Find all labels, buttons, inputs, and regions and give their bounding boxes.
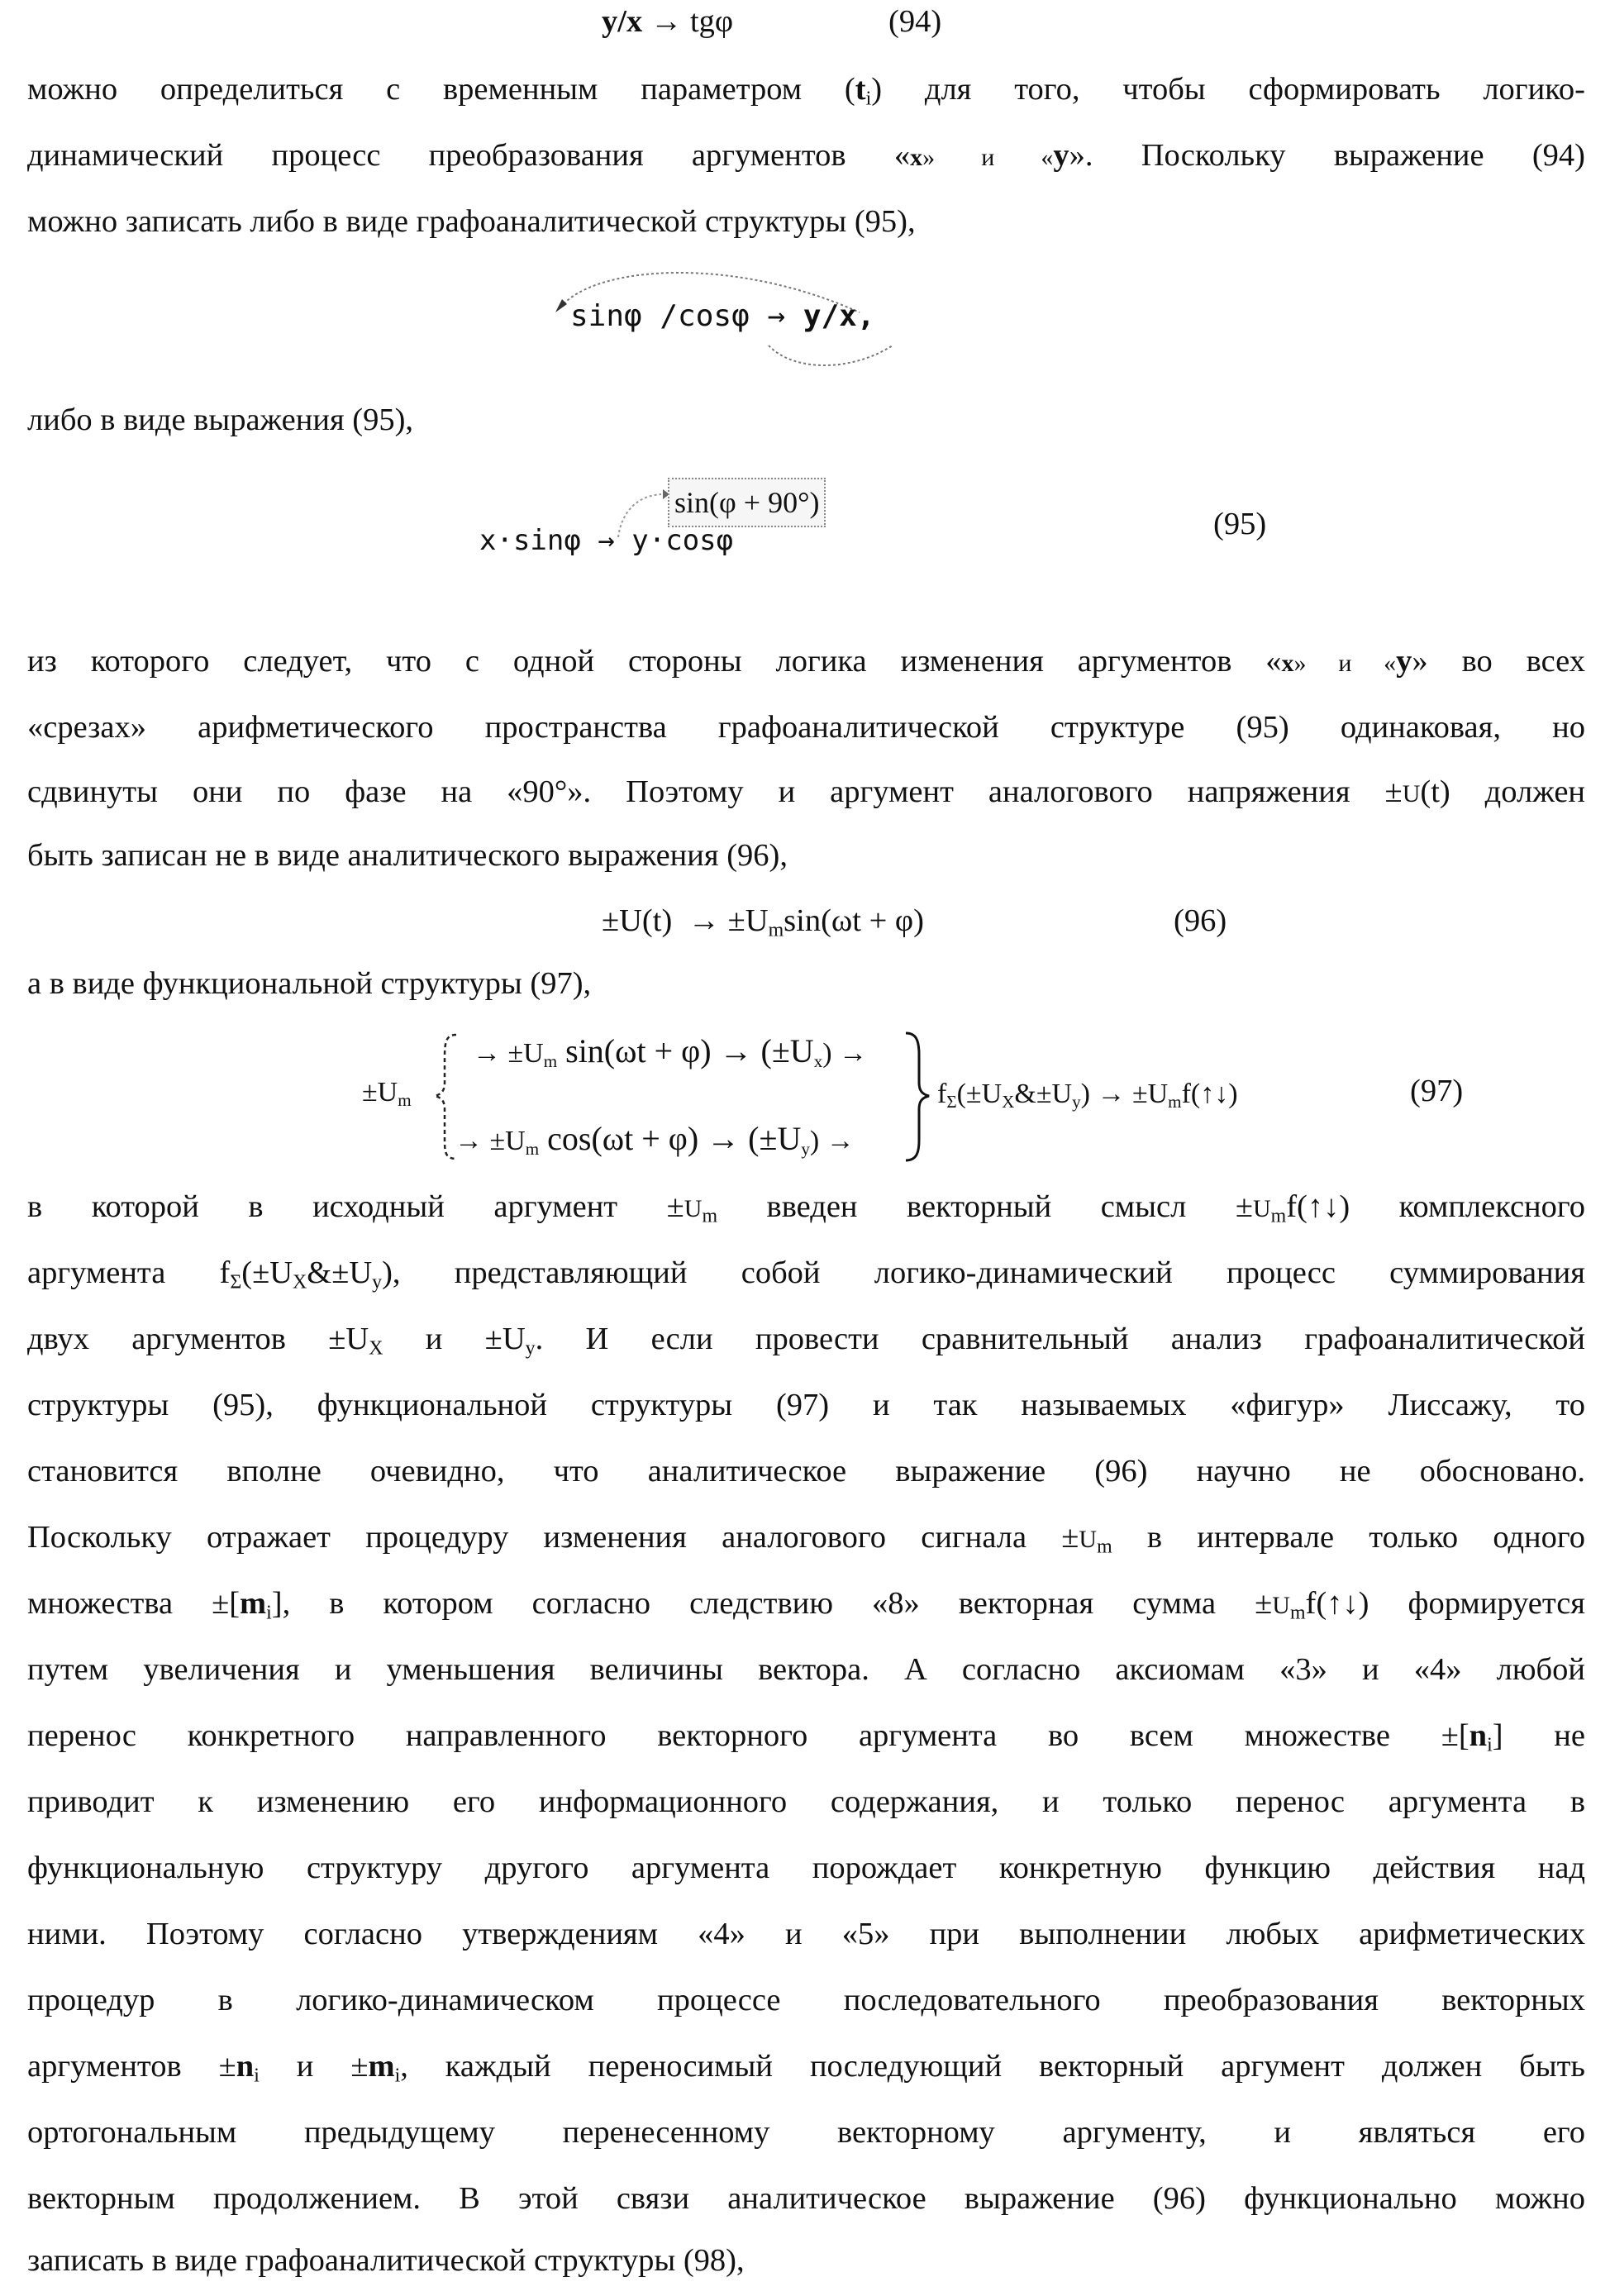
- text: и ±: [260, 2049, 369, 2084]
- x-sin: x·sinφ: [479, 524, 581, 557]
- y-cos: y·cosφ: [631, 524, 733, 557]
- u-root: ±U: [362, 1077, 398, 1108]
- var-t: t: [855, 72, 866, 107]
- text: в которой в исходный аргумент ±: [27, 1189, 684, 1224]
- text: &±U: [1014, 1079, 1072, 1109]
- eq97-top-branch: [473, 1027, 867, 1079]
- subscript: i: [395, 2065, 401, 2087]
- subscript: X: [369, 1338, 383, 1360]
- var-n: n: [1469, 1718, 1487, 1753]
- subscript: Σ: [946, 1092, 956, 1112]
- subscript: m: [398, 1090, 411, 1110]
- paragraph-line: [27, 1314, 1585, 1364]
- u-amplitude: ±U: [728, 903, 769, 938]
- text: ], в котором согласно следствию «8» векторная сумма ±: [272, 1586, 1273, 1621]
- paragraph-line: а в виде функциональной структуры (97),: [27, 959, 1585, 1008]
- var-m: m: [240, 1586, 266, 1621]
- subscript: m: [544, 1051, 557, 1071]
- text: можно определиться с временным параметром (: [27, 72, 855, 107]
- paragraph-line: [27, 767, 1585, 819]
- var-u: U: [1272, 1592, 1290, 1619]
- var-y: y: [1053, 138, 1069, 173]
- text: » во всех: [1412, 644, 1585, 679]
- text: в интервале только одного: [1112, 1520, 1585, 1555]
- subscript: y: [526, 1338, 536, 1360]
- var-u: U: [1079, 1526, 1097, 1553]
- subscript: i: [866, 88, 872, 110]
- f-sigma: f: [937, 1079, 946, 1109]
- text: введен векторный смысл ±: [717, 1189, 1253, 1224]
- var-n: n: [236, 2049, 254, 2084]
- paragraph-line: становится вполне очевидно, что аналитическое выражение (96) научно не обосновано.: [27, 1446, 1585, 1496]
- subscript: y: [1072, 1092, 1081, 1112]
- paragraph-line: структуры (95), функциональной структуры (97) и так называемых «фигур» Лиссажу, то: [27, 1380, 1585, 1430]
- text: аргументов ±: [27, 2049, 236, 2084]
- var-x: x: [1282, 650, 1294, 677]
- eq94-lhs: y/x: [602, 4, 642, 39]
- y-over-x: y/x: [803, 299, 857, 333]
- subscript: m: [769, 920, 784, 941]
- subscript: i: [266, 1603, 272, 1624]
- paragraph-line: записать в виде графоаналитической структуры (98),: [27, 2236, 1585, 2285]
- subscript: X: [1002, 1092, 1014, 1112]
- text: из которого следует, что с одной стороны логика изменения аргументов «: [27, 644, 1282, 679]
- text: сдвинуты они по фазе на «90°». Поэтому и аргумент аналогового напряжения ±: [27, 774, 1403, 809]
- text: множества ±[: [27, 1586, 240, 1621]
- text: ) →: [822, 1038, 867, 1069]
- paragraph-line: можно записать либо в виде графоаналитической структуры (95),: [27, 197, 1585, 246]
- subscript: m: [526, 1139, 539, 1159]
- equation-number-94: (94): [888, 0, 941, 46]
- text: . И если провести сравнительный анализ графоаналитической: [536, 1322, 1585, 1356]
- text: перенос конкретного направленного векторного аргумента во всем множестве ±[: [27, 1718, 1469, 1753]
- paragraph-line: ними. Поэтому согласно утверждениям «4» и «5» при выполнении любых арифметических: [27, 1909, 1585, 1959]
- right-brace: [901, 1025, 934, 1165]
- paragraph-line: [27, 1579, 1585, 1631]
- subscript: i: [1487, 1735, 1493, 1756]
- text: f(↑↓): [1182, 1079, 1238, 1109]
- arrow: → ±U: [1090, 1079, 1168, 1109]
- eq94-arrow: →: [650, 4, 683, 39]
- subscript: m: [1097, 1536, 1112, 1558]
- text: динамический процесс преобразования аргументов «: [27, 138, 910, 173]
- text: sin(ωt + φ) → (±U: [557, 1032, 814, 1069]
- equation-96: [602, 896, 924, 946]
- text: аргумента f: [27, 1255, 230, 1290]
- var-u: U: [1253, 1195, 1271, 1222]
- text: двух аргументов ±U: [27, 1322, 369, 1356]
- arrow: →: [767, 299, 785, 333]
- text: cos(ωt + φ) → (±U: [539, 1120, 801, 1157]
- equation-number-95: (95): [1213, 499, 1266, 549]
- subscript: m: [1168, 1092, 1181, 1112]
- text: ), представляющий собой логико-динамический процесс суммирования: [382, 1255, 1585, 1290]
- text: ): [1081, 1079, 1090, 1109]
- var-x: x: [910, 144, 922, 171]
- text: (±U: [957, 1079, 1003, 1109]
- equation-number-96: (96): [1174, 896, 1227, 946]
- paragraph-line: ортогональным предыдущему перенесенному векторному аргументу, и являться его: [27, 2108, 1585, 2157]
- sin-cos-ratio: sinφ /cosφ: [570, 299, 750, 333]
- text: &±U: [307, 1255, 372, 1290]
- paragraph-line: [27, 636, 1585, 688]
- var-u: U: [684, 1195, 703, 1222]
- paragraph-line: [27, 64, 1585, 114]
- equation-94: [602, 0, 733, 46]
- var-m: m: [368, 2049, 394, 2084]
- text: , каждый переносимый последующий векторный аргумент должен быть: [400, 2049, 1585, 2084]
- text: » и «: [1294, 650, 1397, 677]
- equation-97: [355, 1025, 1595, 1165]
- text: (t) должен: [1420, 774, 1585, 809]
- subscript: X: [293, 1272, 307, 1293]
- subscript: m: [702, 1206, 717, 1227]
- subscript: Σ: [230, 1272, 241, 1293]
- var-y: y: [1396, 644, 1412, 679]
- paragraph-line: [27, 1711, 1585, 1760]
- paragraph-line: [27, 131, 1585, 183]
- paragraph-line: [27, 1248, 1585, 1298]
- subscript: m: [1290, 1603, 1306, 1624]
- phase-shift-box: sin(φ + 90°): [668, 478, 826, 527]
- paragraph-line: «срезах» арифметического пространства графоаналитической структуре (95) одинаковая, но: [27, 703, 1585, 752]
- subscript: y: [801, 1139, 810, 1159]
- paragraph-line: приводит к изменению его информационного содержания, и только перенос аргумента в: [27, 1777, 1585, 1827]
- paragraph-line: [27, 1512, 1585, 1565]
- paragraph-line: функциональную структуру другого аргумента порождает конкретную функцию действия над: [27, 1843, 1585, 1893]
- text: f(↑↓) комплексного: [1286, 1189, 1585, 1224]
- arrow: →: [598, 524, 614, 557]
- text: (±U: [241, 1255, 293, 1290]
- text: → ±U: [473, 1038, 544, 1069]
- paragraph-line: путем увеличения и уменьшения величины вектора. А согласно аксиомам «3» и «4» любой: [27, 1645, 1585, 1694]
- text: » и «: [922, 144, 1053, 171]
- paragraph-line: либо в виде выражения (95),: [27, 395, 1585, 445]
- paragraph-line: [27, 2041, 1585, 2091]
- equation-number-97: (97): [1410, 1066, 1463, 1116]
- u-of-t: ±U(t): [602, 903, 672, 938]
- paragraph-line: векторным продолжением. В этой связи аналитическое выражение (96) функционально можно: [27, 2174, 1585, 2223]
- text: ) →: [810, 1126, 855, 1156]
- eq95-struct-expr: [570, 299, 875, 333]
- text: и ±U: [383, 1322, 525, 1356]
- arrow: →: [688, 903, 721, 938]
- eq97-bottom-branch: [455, 1114, 855, 1166]
- eq94-rhs: tgφ: [690, 4, 733, 39]
- text: f(↑↓) формируется: [1306, 1586, 1585, 1621]
- subscript: i: [254, 2065, 260, 2087]
- eq97-root: [362, 1068, 412, 1117]
- comma: ,: [857, 299, 875, 333]
- subscript: x: [814, 1051, 823, 1071]
- text: ». Поскольку выражение (94): [1069, 138, 1585, 173]
- paragraph-line: процедур в логико-динамическом процессе последовательного преобразования векторных: [27, 1975, 1585, 2025]
- subscript: m: [1271, 1206, 1287, 1227]
- eq95-expr: [479, 524, 733, 557]
- graph-structure-95: [545, 256, 926, 372]
- text: ] не: [1493, 1718, 1585, 1753]
- text: → ±U: [455, 1126, 526, 1156]
- var-u: U: [1403, 780, 1421, 807]
- equation-95: [479, 471, 1008, 579]
- sine-term: sin(ωt + φ): [784, 903, 924, 938]
- paragraph-line: быть записан не в виде аналитического выражения (96),: [27, 831, 1585, 880]
- subscript: y: [372, 1272, 382, 1293]
- paragraph-line: [27, 1182, 1585, 1234]
- text: ) для того, чтобы сформировать логико-: [871, 72, 1585, 107]
- text: Поскольку отражает процедуру изменения аналогового сигнала ±: [27, 1520, 1079, 1555]
- eq97-result: [937, 1069, 1238, 1119]
